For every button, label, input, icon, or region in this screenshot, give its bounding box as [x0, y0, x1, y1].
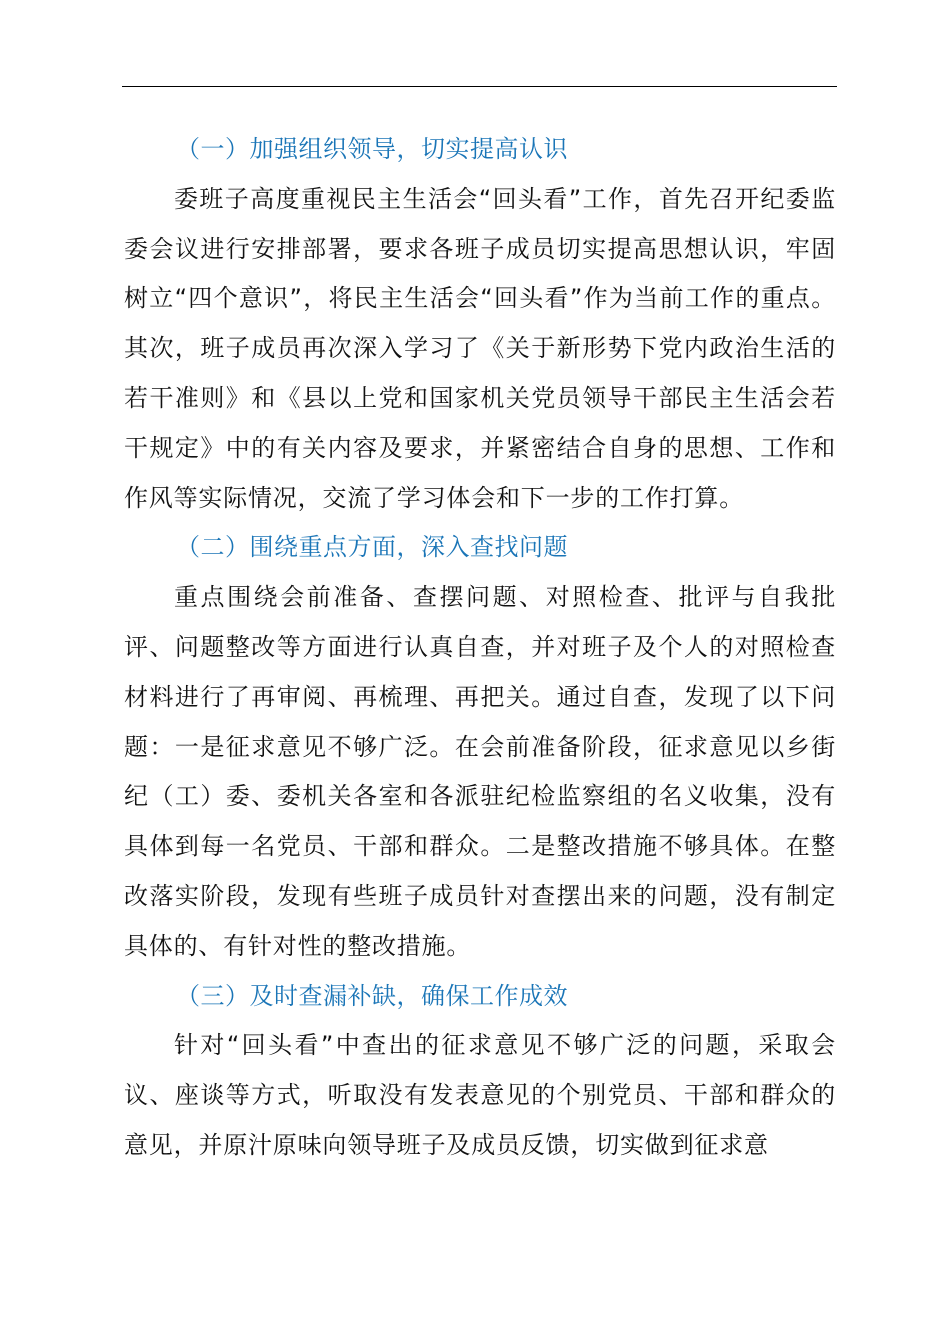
header-rule [122, 86, 837, 87]
document-body [124, 125, 836, 1171]
section-3-heading: （三）及时查漏补缺，确保工作成效 [176, 981, 568, 1010]
section-1-heading: （一）加强组织领导，切实提高认识 [176, 135, 568, 163]
section-2-heading: （二）围绕重点方面，深入查找问题 [176, 533, 568, 562]
section-1-paragraph: 委班子高度重视民主生活会“回头看”工作，首先召开纪委监委会议进行安排部署，要求各班子成员切实提高思想认识，牢固树立“四个意识”，将民主生活会“回头看”作为当前工作的重点。其次，班子成员再次深入学习了《关于新形势下党内政治生活的若干准则》和《县以上党和国家机关党员领导干部民主生活会若干规定》中的有关内容及要求，并紧密结合自身的思想、工作和作风等实际情况，交流了学习体会和下一步的工作打算。 [124, 184, 836, 512]
section-2-paragraph: 重点围绕会前准备、查摆问题、对照检查、批评与自我批评、问题整改等方面进行认真自查，并对班子及个人的对照检查材料进行了再审阅、再梳理、再把关。通过自查，发现了以下问题：一是征求意见不够广泛。在会前准备阶段，征求意见以乡街纪（工）委、委机关各室和各派驻纪检监察组的名义收集，没有具体到每一名党员、干部和群众。二是整改措施不够具体。在整改落实阶段，发现有些班子成员针对查摆出来的问题，没有制定具体的、有针对性的整改措施。 [124, 583, 836, 960]
section-3-paragraph: 针对“回头看”中查出的征求意见不够广泛的问题，采取会议、座谈等方式，听取没有发表意见的个别党员、干部和群众的意见，并原汁原味向领导班子及成员反馈，切实做到征求意 [124, 1031, 836, 1159]
